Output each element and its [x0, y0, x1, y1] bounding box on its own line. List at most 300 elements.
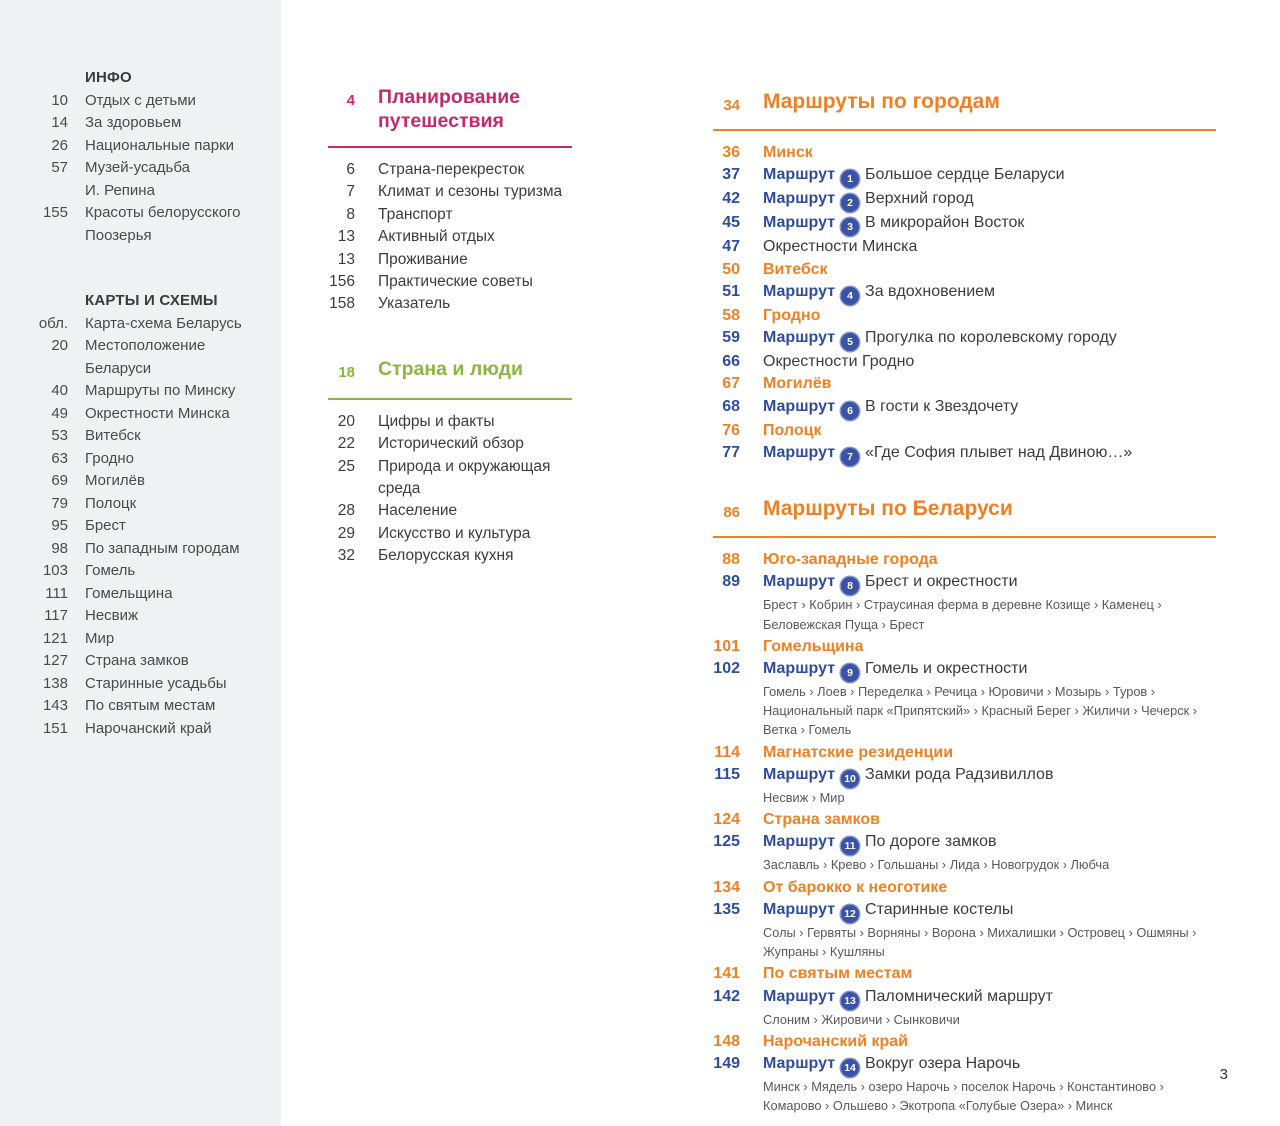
section-rule [713, 129, 1216, 131]
toc-entry-body [763, 809, 880, 831]
toc-entry-page: 37 [722, 166, 740, 184]
toc-part-page: 18 [338, 363, 355, 381]
route-number-badge: 9 [841, 664, 859, 682]
toc-entry-body [763, 899, 1013, 923]
toc-entry-line: Беларуси [85, 359, 152, 377]
toc-entry-page: 151 [42, 719, 68, 737]
toc-entry-label [85, 718, 212, 741]
toc-entry-label: Страна замков [763, 811, 880, 829]
toc-entry[interactable] [0, 380, 281, 403]
toc-entry-label [85, 628, 114, 651]
toc-part-heading[interactable] [310, 357, 572, 385]
toc-entry-label [378, 456, 550, 501]
toc-entry-city[interactable] [710, 549, 1216, 571]
route-label: Маршрут [763, 444, 836, 462]
toc-entry-route[interactable] [710, 212, 1216, 236]
toc-entry-body [763, 281, 995, 305]
toc-entry-label [85, 313, 242, 336]
toc-entry-page: 42 [722, 190, 740, 208]
toc-entry-body [763, 877, 947, 899]
toc-entry[interactable] [310, 249, 572, 271]
toc-entry[interactable] [0, 650, 281, 673]
toc-entry-route[interactable] [710, 764, 1216, 788]
toc-entry-label [85, 605, 138, 628]
toc-entry-line: Отдых с детьми [85, 91, 196, 109]
route-label: Маршрут [763, 987, 836, 1005]
toc-entry-page: 10 [51, 91, 68, 109]
toc-entry-line: Брест [85, 517, 126, 534]
toc-entry-page: 95 [51, 517, 68, 534]
toc-entry[interactable] [310, 226, 572, 248]
route-label: Маршрут [763, 214, 836, 232]
section-rule [713, 536, 1216, 538]
toc-entry[interactable] [310, 159, 572, 181]
toc-entry-body [763, 305, 820, 327]
toc-entry-label: Окрестности Гродно [763, 353, 915, 371]
toc-entry-body [763, 164, 1065, 188]
toc-entry-label: От барокко к неоготике [763, 878, 948, 896]
toc-entry-city[interactable] [710, 142, 1216, 164]
toc-entry-page: 69 [51, 472, 68, 489]
route-number-badge: 7 [841, 448, 859, 466]
toc-entry-line: Гродно [85, 449, 135, 467]
route-title: Паломнический маршрут [865, 987, 1053, 1005]
toc-entry-line: Население [378, 502, 458, 520]
toc-entry-label [85, 90, 196, 113]
toc-entry-page: 156 [329, 273, 355, 291]
toc-entry-city[interactable] [710, 963, 1216, 985]
toc-entry-page: 114 [714, 743, 740, 761]
toc-entry-page: 59 [722, 329, 740, 347]
toc-entry-label [85, 380, 235, 403]
toc-entry-body [763, 764, 1053, 788]
route-title: В гости к Звездочету [865, 397, 1019, 415]
route-label: Маршрут [763, 900, 836, 918]
toc-entry-page: 22 [337, 435, 355, 453]
toc-entry-page: 20 [51, 337, 68, 354]
toc-entry-label [378, 433, 524, 455]
toc-entry-label: Могилёв [763, 375, 832, 393]
section-rule [328, 146, 572, 148]
toc-entry-city[interactable] [710, 259, 1216, 281]
toc-entry-city[interactable] [710, 636, 1216, 658]
toc-entry[interactable] [0, 560, 281, 583]
route-label: Маршрут [763, 1055, 836, 1073]
toc-entry-body [763, 986, 1053, 1010]
toc-entry-line: Страна замков [85, 652, 189, 669]
toc-entry-page: 40 [51, 382, 68, 399]
route-label: Маршрут [763, 166, 836, 184]
toc-entry-body [763, 571, 1018, 595]
toc-entry-label [378, 523, 530, 545]
toc-entry-body [763, 442, 1132, 466]
toc-entry-line: За здоровьем [85, 114, 182, 131]
toc-entry[interactable] [0, 718, 281, 741]
toc-part-heading[interactable] [710, 88, 1216, 119]
route-title: Брест и окрестности [865, 573, 1018, 591]
toc-part [310, 357, 572, 568]
toc-entry-page: 121 [42, 629, 68, 647]
route-title: Верхний город [865, 190, 974, 208]
sidebar [0, 0, 281, 1126]
route-number-badge: 11 [841, 837, 859, 855]
toc-entry-page: 14 [51, 114, 68, 131]
toc-entry-route[interactable] [710, 327, 1216, 351]
toc-entry[interactable] [0, 90, 281, 113]
toc-entry[interactable] [0, 493, 281, 516]
toc-entry-label [378, 271, 533, 293]
toc-entry-label [85, 673, 227, 696]
toc-entry-page: 6 [346, 161, 355, 178]
toc-entry-line: Красоты белорусского [85, 204, 241, 221]
toc-part-title: Маршруты по Беларуси [763, 497, 1013, 521]
toc-entry-line: Поозерья [85, 226, 152, 244]
toc-entry[interactable] [0, 470, 281, 493]
toc-entry-page: 25 [337, 457, 355, 475]
toc-entry-line: Окрестности Минска [85, 404, 230, 422]
toc-entry-page: 142 [713, 987, 740, 1005]
toc-entry-line: Маршруты по Минску [85, 382, 236, 399]
toc-entry[interactable] [310, 271, 572, 293]
toc-entry-label: Гродно [763, 306, 821, 324]
toc-entry-page: 26 [51, 136, 68, 154]
toc-part-title: Маршруты по городам [763, 90, 1000, 113]
toc-entry-label: Витебск [763, 260, 828, 278]
route-title: Гомель и окрестности [865, 660, 1028, 678]
toc-entry-page: 111 [45, 584, 68, 602]
toc-entry-label: По святым местам [763, 965, 913, 983]
toc-entry-line: Практические советы [378, 273, 533, 291]
toc-entry[interactable] [310, 456, 572, 501]
toc-entry-page: 125 [713, 833, 740, 851]
toc-part [310, 85, 572, 316]
toc-entry-page: 49 [51, 404, 68, 422]
toc-entry[interactable] [0, 425, 281, 448]
toc-entry[interactable] [0, 695, 281, 718]
toc-entry[interactable] [0, 583, 281, 606]
toc-entry-page: 98 [51, 539, 68, 557]
toc-entry-label [378, 500, 457, 522]
route-stops: Гомель › Лоев › Переделка › Речица › Юровичи › Мозырь › Туров › Национальный парк «Припятский» › Красный Берег › Жиличи › Чечерск › Ветка › Гомель [763, 684, 1198, 738]
toc-entry-page: 57 [51, 159, 68, 176]
toc-entry-body [763, 396, 1018, 420]
toc-entry-page: 141 [713, 965, 740, 983]
toc-entry-line: И. Репина [85, 181, 155, 199]
toc-entry-label [85, 470, 145, 493]
toc-entry[interactable] [0, 628, 281, 651]
toc-entry[interactable] [0, 448, 281, 471]
section-rule [328, 398, 572, 400]
toc-entry-line: Местоположение [85, 337, 206, 354]
route-title: «Где София плывет над Двиною…» [865, 444, 1133, 462]
toc-entry-label [85, 515, 126, 538]
toc-entry-plain[interactable] [710, 351, 1216, 373]
toc-entry-route[interactable] [710, 571, 1216, 595]
toc-entry-page: 13 [337, 228, 355, 246]
route-title: По дороге замков [865, 833, 997, 851]
route-number-badge: 6 [841, 402, 859, 420]
toc-entry-city[interactable] [710, 373, 1216, 395]
route-number-badge: 8 [841, 577, 859, 595]
route-label: Маршрут [763, 833, 836, 851]
toc-entry-page: обл. [38, 314, 68, 332]
toc-entry-page: 134 [713, 878, 740, 896]
route-number-badge: 14 [841, 1059, 859, 1077]
toc-entry-line: Активный отдых [378, 228, 495, 246]
toc-entry-line: Нарочанский край [85, 719, 212, 737]
toc-entry-line: Климат и сезоны туризма [378, 183, 563, 201]
toc-entry-route[interactable] [710, 831, 1216, 855]
toc-entry-page: 79 [51, 494, 68, 512]
toc-part-page: 86 [723, 504, 740, 522]
toc-entry-page: 102 [713, 660, 740, 678]
toc-entry-line: Гомельщина [85, 584, 173, 602]
toc-entry-page: 155 [42, 204, 68, 221]
toc-entry-body [763, 327, 1117, 351]
toc-entry-label [378, 249, 468, 271]
route-label: Маршрут [763, 765, 836, 783]
toc-entry-page: 138 [42, 674, 68, 692]
toc-entry-line: Полоцк [85, 494, 137, 512]
toc-entry-body [763, 1031, 908, 1053]
toc-entry[interactable] [0, 157, 281, 202]
toc-entry-label [378, 181, 562, 203]
toc-entry-label [85, 695, 215, 718]
toc-part-page: 34 [723, 97, 740, 114]
toc-entry-city[interactable] [710, 420, 1216, 442]
toc-entry-page: 58 [722, 306, 740, 324]
toc-entry-label [85, 448, 134, 471]
toc-entry-body [763, 742, 953, 764]
toc-entry-line: Могилёв [85, 472, 145, 489]
toc-entry-page: 117 [44, 607, 68, 624]
toc-entry-city[interactable] [710, 305, 1216, 327]
toc-entry-route[interactable] [710, 442, 1216, 466]
toc-entry-page: 148 [713, 1032, 740, 1050]
toc-part [710, 495, 1216, 1116]
toc-entry-city[interactable] [710, 877, 1216, 899]
toc-entry-city[interactable] [710, 809, 1216, 831]
toc-entry-route[interactable] [710, 396, 1216, 420]
toc-entry-page: 20 [337, 412, 355, 430]
toc-entry-page: 68 [722, 397, 740, 415]
route-number-badge: 12 [841, 905, 859, 923]
route-stops: Несвиж › Мир [763, 789, 845, 805]
toc-entry[interactable] [310, 181, 572, 203]
toc-entry-page: 88 [722, 551, 740, 569]
route-title: Вокруг озера Нарочь [865, 1055, 1021, 1073]
toc-entry-label: Окрестности Минска [763, 238, 918, 256]
toc-entry[interactable] [310, 411, 572, 433]
toc-entry-label: Юго-западные города [763, 551, 938, 569]
toc-entry-page: 67 [722, 375, 740, 393]
toc-entry-page: 47 [722, 238, 740, 256]
page-number: 3 [1219, 1066, 1228, 1083]
toc-entry-page: 66 [722, 353, 740, 371]
toc-entry-label [85, 157, 190, 202]
toc-entry[interactable] [0, 538, 281, 561]
toc-entry-page: 76 [722, 421, 740, 439]
toc-entry-line: Транспорт [378, 205, 453, 223]
toc-entry-route[interactable] [710, 188, 1216, 212]
toc-entry-route[interactable] [710, 164, 1216, 188]
route-stops: Брест › Кобрин › Страусиная ферма в деревне Козище › Каменец › Беловежская Пуща › Брест [763, 597, 1162, 632]
route-label: Маршрут [763, 329, 836, 347]
toc-entry-page: 89 [722, 573, 740, 591]
toc-entry-line: Музей-усадьба [85, 159, 190, 176]
toc-entry-line: По западным городам [85, 539, 240, 557]
toc-entry-label [85, 202, 241, 247]
toc-entry-page: 115 [714, 765, 740, 783]
toc-entry-body [763, 236, 917, 258]
route-title: За вдохновением [865, 282, 996, 300]
toc-entry-label [378, 545, 514, 567]
route-title: Большое сердце Беларуси [865, 166, 1065, 184]
sidebar-section-title: ИНФО [85, 69, 132, 86]
toc-entry-body [763, 420, 821, 442]
toc-entry-body [763, 142, 813, 164]
route-number-badge: 3 [841, 218, 859, 236]
toc-entry-page: 45 [722, 214, 740, 232]
toc-entry[interactable] [0, 605, 281, 628]
toc-entry[interactable] [0, 135, 281, 158]
toc-entry-label [85, 425, 141, 448]
toc-entry-label [378, 204, 453, 226]
toc-entry-label [85, 403, 230, 426]
toc-entry[interactable] [0, 202, 281, 247]
route-stops: Заславль › Крево › Гольшаны › Лида › Новогрудок › Любча [763, 857, 1110, 873]
toc-entry-page: 53 [51, 427, 68, 444]
route-label: Маршрут [763, 282, 836, 300]
toc-entry-body [763, 636, 863, 658]
route-label: Маршрут [763, 397, 836, 415]
sidebar-section-title: КАРТЫ И СХЕМЫ [85, 292, 218, 309]
toc-entry-line: Витебск [85, 427, 141, 444]
toc-entry-page: 77 [722, 444, 740, 462]
toc-entry-label: Минск [763, 144, 813, 161]
toc-entry-line: Гомель [85, 562, 136, 579]
toc-part-heading[interactable] [310, 85, 572, 133]
toc-entry[interactable] [0, 313, 281, 336]
toc-entry-page: 51 [722, 282, 740, 300]
toc-entry-page: 7 [346, 183, 355, 201]
route-title: В микрорайон Восток [865, 214, 1025, 232]
toc-entry-label [85, 335, 205, 380]
toc-entry[interactable] [310, 500, 572, 522]
toc-entry-line: среда [378, 480, 421, 498]
toc-entry-body [763, 658, 1027, 682]
toc-entry-line: Искусство и культура [378, 524, 531, 542]
toc-entry-line: Страна-перекресток [378, 161, 525, 178]
toc-entry-list [710, 549, 1216, 1116]
toc-entry-body [763, 373, 832, 395]
toc-entry-page: 29 [337, 524, 355, 542]
toc-entry[interactable] [0, 673, 281, 696]
toc-entry-label [378, 293, 450, 315]
toc-entry[interactable] [0, 335, 281, 380]
toc-entry-label [378, 159, 524, 181]
toc-entry-page: 32 [337, 547, 355, 565]
toc-entry-page: 158 [329, 295, 355, 313]
toc-entry-line: Старинные усадьбы [85, 674, 227, 692]
toc-entry-city[interactable] [710, 742, 1216, 764]
toc-entry-label [85, 538, 240, 561]
toc-entry-line: Национальные парки [85, 136, 235, 154]
toc-entry-city[interactable] [710, 1031, 1216, 1053]
route-label: Маршрут [763, 573, 836, 591]
toc-entry-page: 135 [713, 900, 740, 918]
toc-part-heading[interactable] [710, 495, 1216, 526]
toc-entry-line: Мир [85, 629, 115, 647]
toc-entry-label [85, 583, 173, 606]
toc-entry-line: Исторический обзор [378, 435, 524, 453]
toc-entry-route[interactable] [710, 281, 1216, 305]
toc-entry-line: Несвиж [85, 607, 139, 624]
toc-entry-line: Природа и окружающая [378, 457, 551, 475]
toc-entry[interactable] [310, 433, 572, 455]
toc-entry-label: Магнатские резиденции [763, 743, 954, 761]
toc-entry-label [378, 411, 494, 433]
toc-entry-route[interactable] [710, 899, 1216, 923]
toc-entry-page: 101 [713, 637, 740, 655]
toc-entry-page: 149 [713, 1055, 740, 1073]
toc-entry[interactable] [310, 204, 572, 226]
toc-part-page: 4 [346, 92, 355, 109]
toc-part-title: Планирование путешествия [378, 86, 521, 132]
toc-entry[interactable] [0, 515, 281, 538]
sidebar-section [0, 67, 281, 247]
route-number-badge: 10 [841, 770, 859, 788]
toc-entry-page: 36 [722, 144, 740, 161]
toc-entry-line: Белорусская кухня [378, 547, 514, 565]
toc-entry-page: 8 [346, 205, 355, 223]
toc-entry-label [85, 112, 181, 135]
toc-entry[interactable] [310, 293, 572, 315]
toc-entry-label: Полоцк [763, 421, 822, 439]
route-stops: Минск › Мядель › озеро Нарочь › поселок Нарочь › Константиново › Комарово › Ольшево › Экотропа «Голубые Озера» › Минск [763, 1079, 1164, 1114]
sidebar-section [0, 290, 281, 740]
toc-entry-label: Гомельщина [763, 637, 864, 655]
toc-entry-route[interactable] [710, 1053, 1216, 1077]
toc-entry-line: Цифры и факты [378, 412, 495, 430]
toc-entry-page: 103 [42, 562, 68, 579]
route-number-badge: 2 [841, 194, 859, 212]
toc-entry-line: Карта-схема Беларусь [85, 314, 242, 332]
toc-entry-body [763, 188, 974, 212]
route-label: Маршрут [763, 660, 836, 678]
toc-entry-plain[interactable] [710, 236, 1216, 258]
route-label: Маршрут [763, 190, 836, 208]
toc-entry-line: Проживание [378, 250, 468, 268]
main-column [710, 88, 1216, 1118]
toc-entry-label [85, 135, 234, 158]
toc-entry-line: Указатель [378, 295, 451, 313]
toc-entry-label [85, 650, 189, 673]
toc-entry[interactable] [0, 403, 281, 426]
toc-entry-label: Нарочанский край [763, 1032, 908, 1050]
toc-entry-body [763, 212, 1024, 236]
route-stops: Солы › Гервяты › Ворняны › Ворона › Михалишки › Островец › Ошмяны › Жупраны › Кушляны [763, 924, 1197, 960]
toc-entry[interactable] [0, 112, 281, 135]
toc-entry-route[interactable] [710, 986, 1216, 1010]
toc-entry-route[interactable] [710, 658, 1216, 682]
toc-entry-label [85, 560, 135, 583]
toc-entry-line: По святым местам [85, 697, 216, 714]
toc-entry-page: 143 [42, 697, 68, 714]
toc-entry-page: 13 [337, 250, 355, 268]
toc-entry[interactable] [310, 545, 572, 567]
toc-entry[interactable] [310, 523, 572, 545]
